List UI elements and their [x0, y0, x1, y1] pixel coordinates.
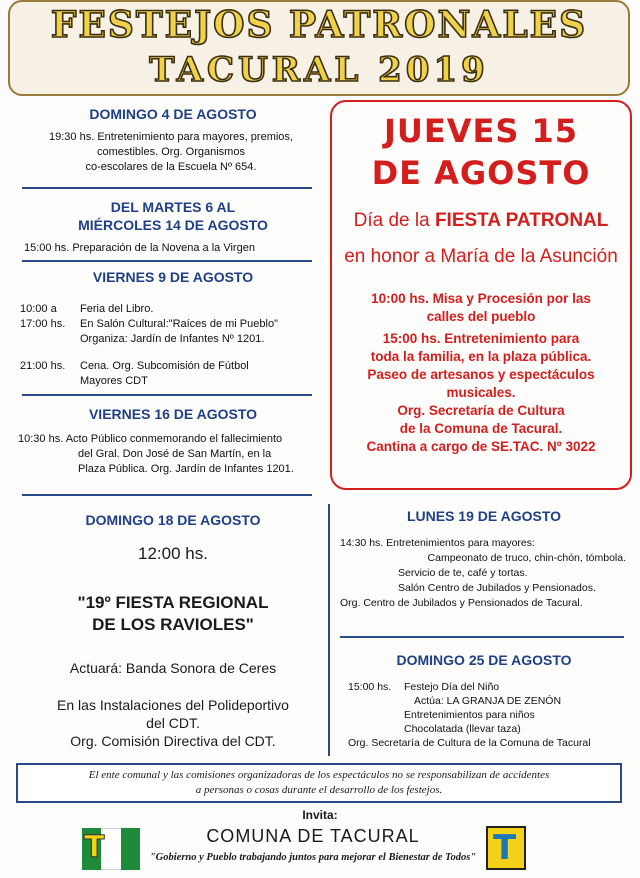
main-event-title-bold: FIESTA PATRONAL: [434, 210, 609, 231]
section-body-aug16: [18, 432, 330, 477]
aug9-time-2: 17:00 hs.: [20, 318, 66, 330]
section-title-aug9: VIERNES 9 DE AGOSTO: [92, 269, 254, 285]
aug16-line-3: Plaza Pública. Org. Jardín de Infantes 1201.: [78, 463, 294, 475]
aug4-line-2: comestibles. Org. Organismos: [97, 146, 245, 158]
aug25-line-1: Festejo Día del Niño: [404, 681, 500, 693]
aug16-line-2: del Gral. Don José de San Martín, en la: [78, 448, 272, 460]
main-event-box: [330, 100, 632, 490]
main-event-line-5: Paseo de artesanos y espectáculos: [367, 367, 595, 382]
aug6-line-1: 15:00 hs. Preparación de la Novena a la Virgen: [24, 242, 255, 254]
section-title-aug16: VIERNES 16 DE AGOSTO: [88, 406, 258, 422]
aug6-title-line-2: MIÉRCOLES 14 DE AGOSTO: [78, 217, 268, 233]
section-title-aug19: LUNES 19 DE AGOSTO: [406, 508, 562, 524]
main-event-line-1: 10:00 hs. Misa y Procesión por las: [371, 291, 591, 306]
poster-header: [8, 0, 630, 96]
comuna-logo-icon: [486, 826, 526, 870]
main-event-details: [332, 290, 630, 456]
disclaimer-box: [16, 763, 622, 803]
aug6-title-line-1: DEL MARTES 6 AL: [110, 199, 236, 215]
tacural-flag-icon: [82, 828, 140, 870]
aug9-desc-4: Cena. Org. Subcomisión de Fútbol: [80, 360, 249, 372]
section-title-aug6-14: [18, 198, 328, 234]
aug18-time: 12:00 hs.: [138, 544, 208, 563]
main-event-title: [332, 208, 630, 233]
comuna-motto: "Gobierno y Pueblo trabajando juntos para mejorar el Bienestar de Todos": [149, 852, 477, 863]
main-event-date-line-1: JUEVES 15: [383, 112, 579, 150]
main-event-line-4: toda la familia, en la plaza pública.: [370, 349, 592, 364]
disclaimer-text: [18, 765, 620, 798]
aug9-desc-2: En Salón Cultural:"Raíces de mi Pueblo": [80, 318, 278, 330]
aug9-desc-3: Organiza: Jardín de Infantes Nº 1201.: [80, 333, 265, 345]
main-event-line-8: de la Comuna de Tacural.: [399, 421, 563, 436]
aug9-desc-5: Mayores CDT: [80, 375, 148, 387]
header-title: FESTEJOS PATRONALES: [50, 4, 588, 46]
aug19-line-2: Campeonato de truco, chin-chón, tómbola.: [427, 552, 626, 564]
section-body-aug25: [348, 680, 636, 750]
aug25-line-3: Entretenimientos para niños: [404, 709, 535, 721]
aug18-venue-line-3: Org. Comisión Directiva del CDT.: [70, 733, 276, 749]
disclaimer-line-2: a personas o cosas durante el desarrollo de los festejos.: [195, 784, 443, 796]
aug25-time: 15:00 hs.: [348, 681, 392, 693]
aug25-line-2: Actúa: LA GRANJA DE ZENÓN: [414, 695, 562, 707]
main-event-line-2: calles del pueblo: [426, 309, 536, 324]
aug9-time-3: 21:00 hs.: [20, 360, 66, 372]
aug9-desc-1: Feria del Libro.: [80, 303, 154, 315]
aug18-venue-line-1: En las Instalaciones del Polideportivo: [57, 697, 289, 713]
aug18-fiesta-line-1: "19º FIESTA REGIONAL: [77, 593, 269, 612]
aug18-fiesta: [18, 592, 328, 636]
aug25-line-4: Chocolatada (llevar taza): [404, 723, 521, 735]
aug4-line-1: 19:30 hs. Entretenimiento para mayores, premios,: [49, 131, 293, 143]
aug19-line-4: Salón Centro de Jubilados y Pensionados.: [398, 582, 596, 594]
main-event-date-line-2: DE AGOSTO: [371, 154, 591, 192]
aug19-line-3: Servicio de te, café y tortas.: [398, 567, 528, 579]
aug18-venue: [18, 696, 328, 750]
main-event-line-6: musicales.: [446, 385, 516, 400]
aug9-time-1: 10:00 a: [20, 303, 57, 315]
main-event-line-7: Org. Secretaría de Cultura: [397, 403, 565, 418]
column-divider: [328, 504, 330, 756]
section-body-aug19: [340, 536, 636, 611]
main-event-line-9: Cantina a cargo de SE.TAC. Nº 3022: [366, 439, 596, 454]
divider: [22, 260, 312, 262]
header-subtitle: TACURAL 2019: [149, 50, 489, 90]
main-event-line-3: 15:00 hs. Entretenimiento para: [382, 331, 580, 346]
aug18-fiesta-line-2: DE LOS RAVIOLES": [92, 615, 254, 634]
flag-letter: T: [84, 830, 105, 865]
aug19-line-5: Org. Centro de Jubilados y Pensionados de Tacural.: [340, 597, 583, 609]
divider: [22, 187, 312, 189]
aug18-venue-line-2: del CDT.: [146, 715, 200, 731]
divider: [22, 394, 312, 396]
section-title-aug18: DOMINGO 18 DE AGOSTO: [85, 512, 261, 528]
section-title-aug25: DOMINGO 25 DE AGOSTO: [396, 652, 572, 668]
aug25-line-5: Org. Secretaría de Cultura de la Comuna de Tacural: [348, 737, 591, 749]
divider: [340, 636, 624, 638]
main-event-honor: en honor a María de la Asunción: [344, 246, 618, 267]
divider: [22, 494, 312, 496]
disclaimer-line-1: El ente comunal y las comisiones organizadoras de los espectáculos no se responsabilizan de accidentes: [88, 769, 550, 781]
logo-letter: T: [493, 828, 517, 868]
invite-label: Invita:: [302, 808, 338, 822]
aug4-line-3: co-escolares de la Escuela Nº 654.: [85, 161, 257, 173]
section-title-aug4: DOMINGO 4 DE AGOSTO: [89, 106, 257, 122]
aug16-line-1: 10:30 hs. Acto Público conmemorando el fallecimiento: [18, 433, 283, 445]
section-body-aug4: [12, 130, 330, 175]
main-event-title-prefix: Día de la: [353, 210, 435, 231]
aug19-line-1: 14:30 hs. Entretenimientos para mayores:: [340, 537, 535, 549]
aug18-band: Actuará: Banda Sonora de Ceres: [69, 660, 277, 676]
section-body-aug9: [20, 302, 330, 389]
comuna-name: COMUNA DE TACURAL: [206, 826, 420, 846]
